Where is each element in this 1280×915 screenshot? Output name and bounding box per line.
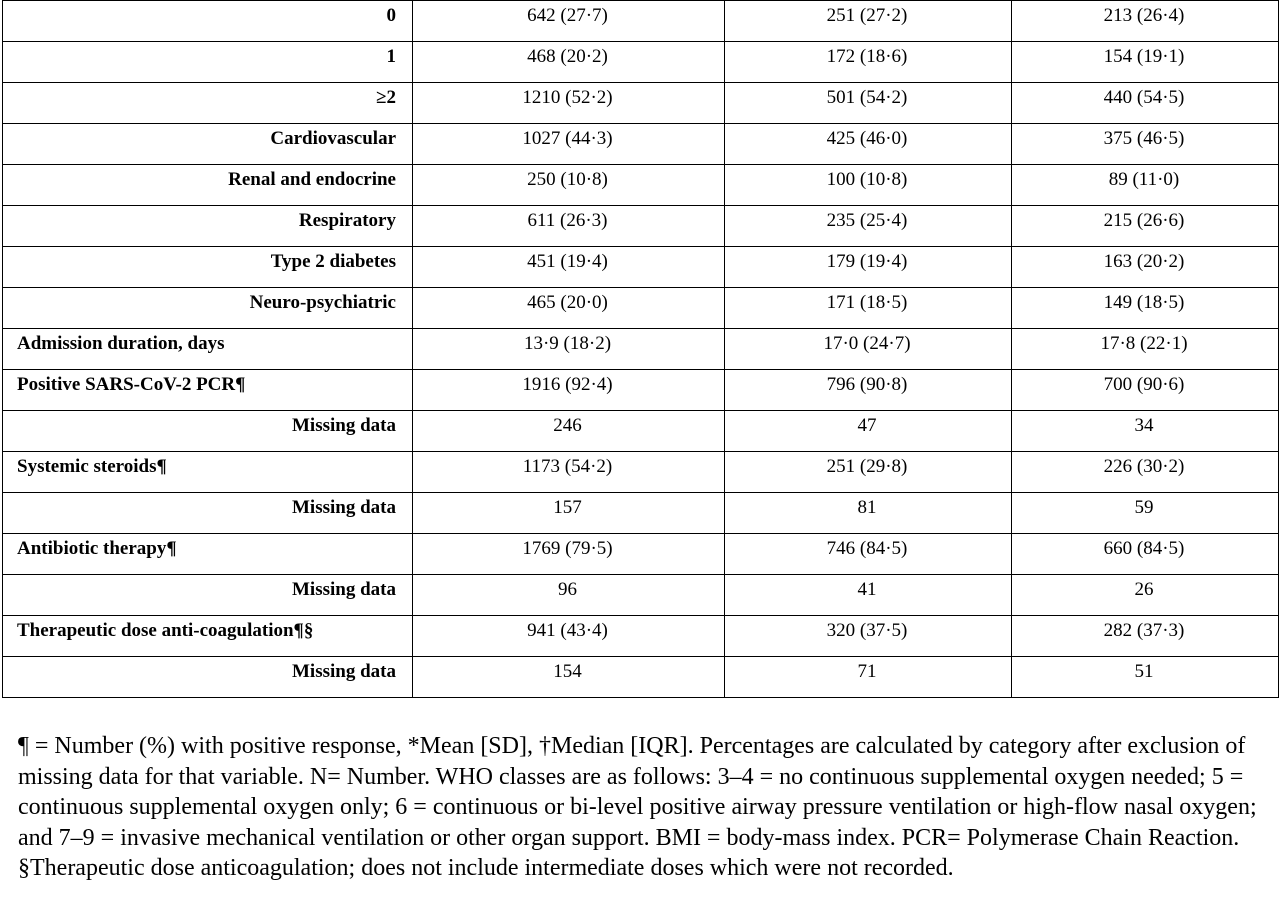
row-label: Missing data: [3, 411, 413, 452]
value-cell-col-2: 17·0 (24·7): [725, 329, 1012, 370]
table-row: [3, 83, 1279, 124]
row-label: Cardiovascular: [3, 124, 413, 165]
value-cell-col-2: 47: [725, 411, 1012, 452]
row-label: Antibiotic therapy¶: [3, 534, 413, 575]
row-label: Missing data: [3, 493, 413, 534]
row-label: Systemic steroids¶: [3, 452, 413, 493]
value-cell-col-3: 154 (19·1): [1012, 42, 1279, 83]
value-cell-col-2: 251 (27·2): [725, 1, 1012, 42]
value-cell-col-3: 215 (26·6): [1012, 206, 1279, 247]
value-cell-col-1: 465 (20·0): [413, 288, 725, 329]
value-cell-col-2: 81: [725, 493, 1012, 534]
value-cell-col-2: 171 (18·5): [725, 288, 1012, 329]
value-cell-col-3: 700 (90·6): [1012, 370, 1279, 411]
value-cell-col-1: 246: [413, 411, 725, 452]
row-label: 1: [3, 42, 413, 83]
table-body: [3, 1, 1279, 698]
value-cell-col-2: 41: [725, 575, 1012, 616]
value-cell-col-1: 250 (10·8): [413, 165, 725, 206]
table-row: [3, 452, 1279, 493]
value-cell-col-1: 1210 (52·2): [413, 83, 725, 124]
row-label: Positive SARS-CoV-2 PCR¶: [3, 370, 413, 411]
table-row: [3, 534, 1279, 575]
value-cell-col-2: 100 (10·8): [725, 165, 1012, 206]
value-cell-col-2: 746 (84·5): [725, 534, 1012, 575]
value-cell-col-1: 611 (26·3): [413, 206, 725, 247]
value-cell-col-1: 96: [413, 575, 725, 616]
value-cell-col-3: 375 (46·5): [1012, 124, 1279, 165]
value-cell-col-2: 796 (90·8): [725, 370, 1012, 411]
value-cell-col-3: 149 (18·5): [1012, 288, 1279, 329]
value-cell-col-2: 172 (18·6): [725, 42, 1012, 83]
row-label: Missing data: [3, 657, 413, 698]
value-cell-col-3: 26: [1012, 575, 1279, 616]
value-cell-col-3: 89 (11·0): [1012, 165, 1279, 206]
table-row: [3, 616, 1279, 657]
value-cell-col-3: 163 (20·2): [1012, 247, 1279, 288]
value-cell-col-3: 213 (26·4): [1012, 1, 1279, 42]
value-cell-col-3: 660 (84·5): [1012, 534, 1279, 575]
value-cell-col-3: 34: [1012, 411, 1279, 452]
value-cell-col-3: 226 (30·2): [1012, 452, 1279, 493]
row-label: Renal and endocrine: [3, 165, 413, 206]
table-row: [3, 493, 1279, 534]
table-row: [3, 247, 1279, 288]
value-cell-col-1: 13·9 (18·2): [413, 329, 725, 370]
value-cell-col-3: 51: [1012, 657, 1279, 698]
row-label: ≥2: [3, 83, 413, 124]
value-cell-col-2: 251 (29·8): [725, 452, 1012, 493]
value-cell-col-3: 59: [1012, 493, 1279, 534]
value-cell-col-1: 468 (20·2): [413, 42, 725, 83]
value-cell-col-2: 235 (25·4): [725, 206, 1012, 247]
row-label: Therapeutic dose anti-coagulation¶§: [3, 616, 413, 657]
value-cell-col-3: 440 (54·5): [1012, 83, 1279, 124]
table-row: [3, 124, 1279, 165]
value-cell-col-1: 451 (19·4): [413, 247, 725, 288]
row-label: Respiratory: [3, 206, 413, 247]
value-cell-col-1: 154: [413, 657, 725, 698]
row-label: Type 2 diabetes: [3, 247, 413, 288]
value-cell-col-2: 320 (37·5): [725, 616, 1012, 657]
value-cell-col-2: 71: [725, 657, 1012, 698]
value-cell-col-2: 179 (19·4): [725, 247, 1012, 288]
characteristics-table: [2, 0, 1279, 698]
row-label: 0: [3, 1, 413, 42]
value-cell-col-2: 501 (54·2): [725, 83, 1012, 124]
table-row: [3, 575, 1279, 616]
table-row: [3, 42, 1279, 83]
table-row: [3, 329, 1279, 370]
value-cell-col-2: 425 (46·0): [725, 124, 1012, 165]
table-footnote: ¶ = Number (%) with positive response, *Mean [SD], †Median [IQR]. Percentages are calculated by category after exclusion of missing data for that variable. N= Number. WHO classes are as follows: 3–4 = no continuous supplemental oxygen needed; 5 = continuous supplemental oxygen only; 6 = continuous or bi-level positive airway pressure ventilation or high-flow nasal oxygen; and 7–9 = invasive mechanical ventilation or other organ support. BMI = body-mass index. PCR= Polymerase Chain Reaction. §Therapeutic dose anticoagulation; does not include intermediate doses which were not recorded.: [18, 733, 1257, 881]
table-row: [3, 165, 1279, 206]
table-row: [3, 288, 1279, 329]
value-cell-col-3: 17·8 (22·1): [1012, 329, 1279, 370]
value-cell-col-1: 1769 (79·5): [413, 534, 725, 575]
value-cell-col-1: 157: [413, 493, 725, 534]
row-label: Neuro-psychiatric: [3, 288, 413, 329]
value-cell-col-1: 1027 (44·3): [413, 124, 725, 165]
table-row: [3, 657, 1279, 698]
table-row: [3, 411, 1279, 452]
value-cell-col-1: 1173 (54·2): [413, 452, 725, 493]
row-label: Missing data: [3, 575, 413, 616]
value-cell-col-1: 941 (43·4): [413, 616, 725, 657]
value-cell-col-3: 282 (37·3): [1012, 616, 1279, 657]
table-row: [3, 370, 1279, 411]
row-label: Admission duration, days: [3, 329, 413, 370]
value-cell-col-1: 1916 (92·4): [413, 370, 725, 411]
table-row: [3, 206, 1279, 247]
value-cell-col-1: 642 (27·7): [413, 1, 725, 42]
table-row: [3, 1, 1279, 42]
